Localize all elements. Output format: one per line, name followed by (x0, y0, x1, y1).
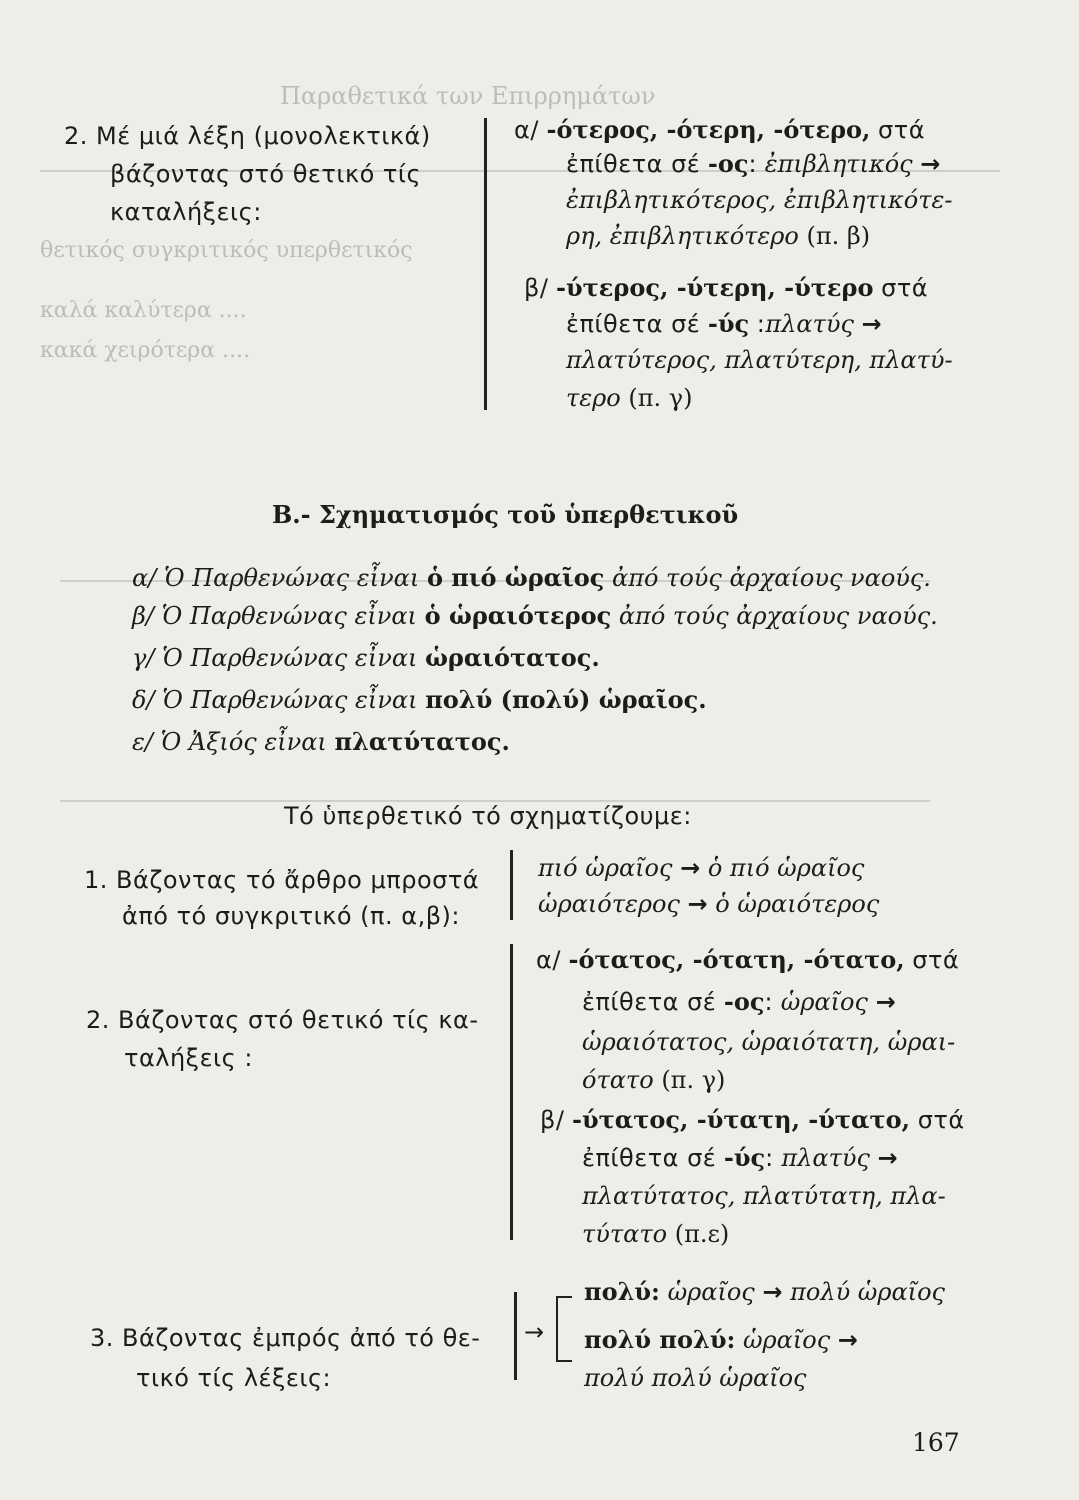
ending-rule-a (582, 986, 896, 1018)
ghost-title: Παραθετικά των Επιρρημάτων (280, 82, 656, 110)
example-word: πλατύτερος, πλατύτερη, πλατύ- (566, 346, 953, 374)
sentence-text: Ὁ Παρθενώνας εἶναι (162, 644, 418, 672)
rule-text: : (764, 988, 774, 1016)
example-word: ὡραῖος (780, 988, 868, 1016)
sentence-text: ἀπό τούς ἀρχαίους ναούς. (618, 602, 938, 630)
rule-text: 1. Βάζοντας τό ἄρθρο μπροστά (84, 866, 480, 894)
ending-rule-b (524, 272, 928, 304)
arrow-right-icon: → (524, 1318, 545, 1346)
example-ref: (π.ε) (674, 1220, 730, 1248)
example-pair (538, 888, 879, 920)
arrow-right-icon: → (837, 1326, 858, 1354)
example-word: ὁ πιό ὡραῖος (707, 854, 865, 882)
page-number: 167 (912, 1428, 960, 1457)
sentence-bold: ὁ ὡραιότερος (424, 601, 612, 630)
list-marker: α/ (514, 116, 539, 144)
arrow-right-icon: → (875, 988, 896, 1016)
sentence-text: Ὁ Παρθενώνας εἶναι (163, 564, 420, 592)
example-word: ἐπιβλητικότερος, ἐπιβλητικότε- (566, 186, 953, 214)
ending-bold: -ότατος, -ότατη, -ότατο, (568, 945, 905, 974)
sentence-text: Ὁ Ἀξιός εἶναι (160, 728, 327, 756)
ghost-row: κακά χειρότερα .... (40, 338, 251, 363)
example-word: ἐπιβλητικός (764, 150, 913, 178)
example-ref: (π. β) (806, 222, 871, 250)
divider-line (510, 850, 513, 920)
arrow-right-icon: → (762, 1278, 783, 1306)
ghost-row: καλά καλύτερα .... (40, 298, 247, 323)
example-pair (584, 1276, 945, 1308)
example-sentence (132, 600, 938, 632)
example-bold: πολύ πολύ: (584, 1325, 736, 1354)
bracket-icon (556, 1296, 572, 1362)
rule-text: τικό τίς λέξεις: (136, 1364, 332, 1392)
rule-text: ταλήξεις : (124, 1044, 253, 1072)
ending-rule-a (566, 220, 870, 252)
sentence-bold: ὁ πιό ὡραῖος (426, 563, 605, 592)
list-marker: β/ (132, 602, 154, 630)
rule-text: στά (881, 274, 929, 302)
arrow-right-icon: → (877, 1144, 898, 1172)
sentence-text: ἀπό τούς ἀρχαίους ναούς. (612, 564, 931, 592)
ending-rule-b (566, 382, 692, 414)
ending-bold: -ότερος, -ότερη, -ότερο, (546, 115, 871, 144)
arrow-right-icon: → (920, 150, 941, 178)
ending-bold: -ος (723, 987, 765, 1016)
ghost-row: θετικός συγκριτικός υπερθετικός (40, 238, 413, 263)
ending-bold: -ος (707, 149, 749, 178)
rule-text: 3. Βάζοντας ἐμπρός ἀπό τό θε- (90, 1324, 481, 1352)
rule-text: βάζοντας στό θετικό τίς (110, 160, 422, 188)
ending-rule-b (566, 308, 882, 340)
divider-line (510, 944, 513, 1240)
rule-text: ἀπό τό συγκριτικό (π. α,β): (122, 902, 460, 930)
list-marker: δ/ (132, 686, 155, 714)
sentence-bold: πλατύτατος. (334, 727, 510, 756)
rule-text: : (765, 1144, 774, 1172)
rule-text: ἐπίθετα σέ (582, 988, 717, 1016)
rule-text: ἐπίθετα σέ (566, 310, 701, 338)
divider-line (484, 118, 487, 410)
example-word: πολύ πολύ ὡραῖος (584, 1364, 807, 1392)
ending-rule-a (536, 944, 959, 976)
list-marker: α/ (132, 564, 157, 592)
example-sentence (132, 684, 707, 716)
example-word: ὁ ὡραιότερος (715, 890, 880, 918)
rule-text: στά (912, 946, 960, 974)
example-sentence (132, 562, 931, 594)
example-pair (538, 852, 864, 884)
rule-text: ἐπίθετα σέ (582, 1144, 717, 1172)
rule-text: 2. Μέ μιά λέξη (μονολεκτικά) (64, 122, 431, 150)
rule-text: : (748, 150, 758, 178)
example-word: πλατύς (765, 310, 854, 338)
section-heading: Β.- Σχηματισμός τοῦ ὑπερθετικοῦ (272, 500, 739, 529)
sentence-bold: πολύ (πολύ) ὡραῖος. (425, 685, 707, 714)
ending-bold: -ύτατος, -ύτατη, -ύτατο, (572, 1105, 911, 1134)
rule-text: ἐπίθετα σέ (566, 150, 701, 178)
ending-rule-b (582, 1218, 729, 1250)
sentence-text: Ὁ Παρθενώνας εἶναι (161, 602, 417, 630)
example-sentence (132, 726, 510, 758)
arrow-right-icon: → (861, 310, 882, 338)
list-marker: α/ (536, 946, 561, 974)
ending-rule-a (514, 114, 925, 146)
ending-bold: -ύς (707, 309, 750, 338)
example-word: ὡραιότατος, ὡραιότατη, ὡραι- (582, 1028, 956, 1056)
list-marker: ε/ (132, 728, 153, 756)
rule-text: : (756, 310, 766, 338)
example-word: πλατύς (781, 1144, 870, 1172)
ending-rule-b (540, 1104, 965, 1136)
arrow-right-icon: → (680, 854, 701, 882)
example-word: ὡραῖος (667, 1278, 755, 1306)
example-word: πιό ὡραῖος (538, 854, 673, 882)
example-word: πλατύτατος, πλατύτατη, πλα- (582, 1182, 946, 1210)
ending-bold: -ύτερος, -ύτερη, -ύτερο (556, 273, 874, 302)
example-word: τύτατο (582, 1220, 668, 1248)
example-word: ὡραιότερος (538, 890, 680, 918)
rule-text: καταλήξεις: (110, 198, 262, 226)
rule-text: στά (917, 1106, 965, 1134)
ending-bold: -ύς (723, 1143, 766, 1172)
example-pair (584, 1324, 858, 1356)
arrow-right-icon: → (687, 890, 708, 918)
list-marker: γ/ (132, 644, 155, 672)
example-ref: (π. γ) (628, 384, 693, 412)
sentence-text: Ὁ Παρθενώνας εἶναι (162, 686, 418, 714)
example-word: ότατο (582, 1066, 654, 1094)
formation-intro: Τό ὑπερθετικό τό σχηματίζουμε: (284, 802, 692, 830)
rule-text: 2. Βάζοντας στό θετικό τίς κα- (86, 1006, 479, 1034)
example-bold: πολύ: (584, 1277, 660, 1306)
example-word: ρη, ἐπιβλητικότερο (566, 222, 799, 250)
example-word: ὡραῖος (742, 1326, 831, 1354)
ending-rule-a (582, 1064, 725, 1096)
sentence-bold: ὡραιότατος. (425, 643, 600, 672)
example-sentence (132, 642, 600, 674)
ending-rule-b (582, 1142, 898, 1174)
example-ref: (π. γ) (661, 1066, 726, 1094)
divider-line (514, 1292, 517, 1380)
list-marker: β/ (524, 274, 549, 302)
ending-rule-a (566, 148, 940, 180)
list-marker: β/ (540, 1106, 565, 1134)
rule-text: στά (878, 116, 926, 144)
example-word: πολύ ὡραῖος (790, 1278, 945, 1306)
example-word: τερο (566, 384, 621, 412)
